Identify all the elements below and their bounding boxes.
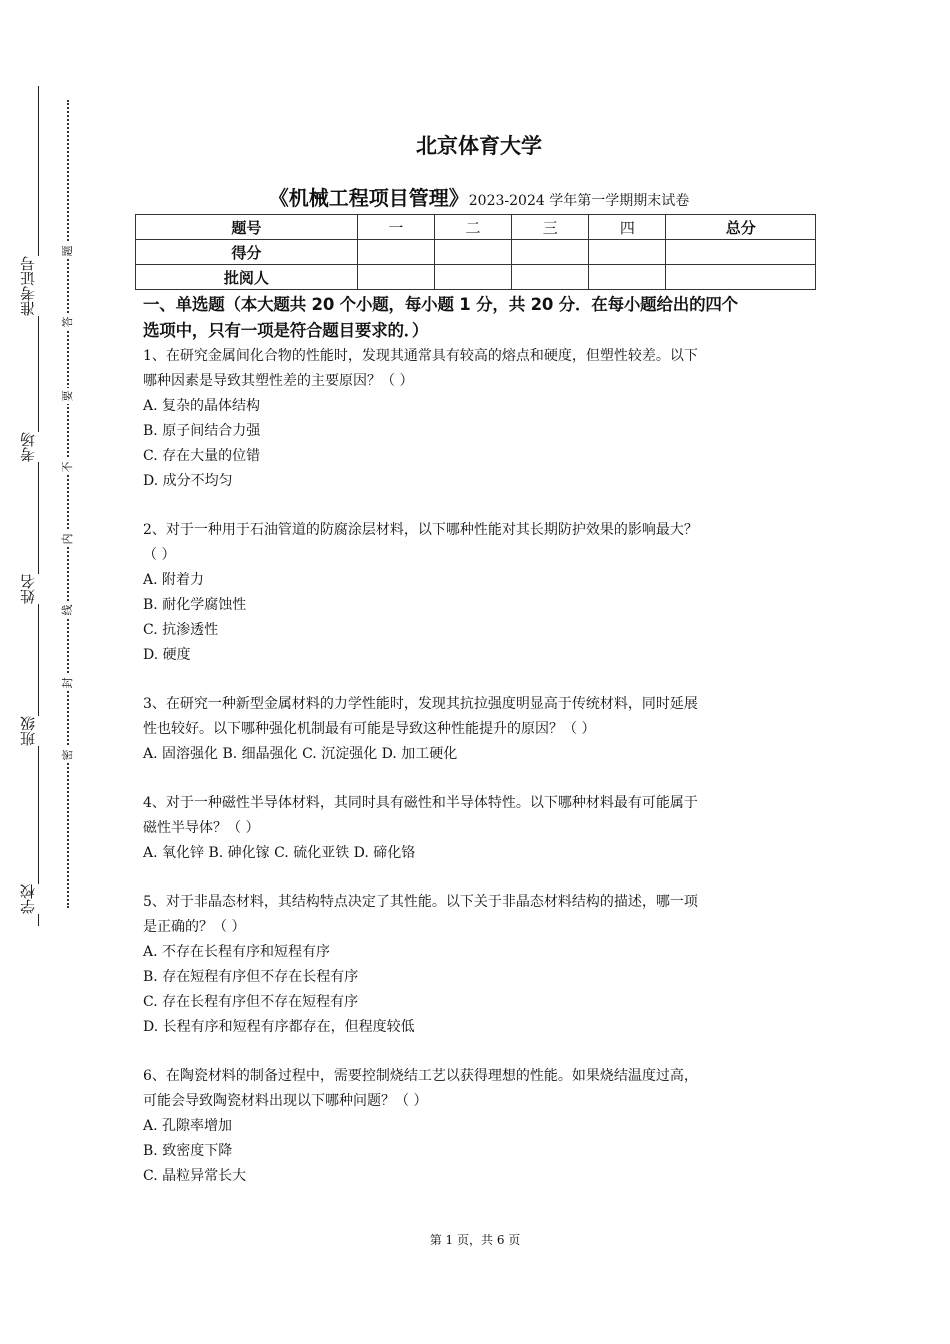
score-table-row <box>136 215 816 240</box>
field-label-exam-number: 准考证号 <box>20 256 44 316</box>
binding-warning-char: 不 <box>61 459 75 475</box>
score-cell <box>589 240 666 265</box>
question-stem: 3、在研究一种新型金属材料的力学性能时，发现其抗拉强度明显高于传统材料，同时延展 <box>143 696 698 712</box>
field-label-school: 学校 <box>20 884 44 914</box>
score-cell <box>434 240 511 265</box>
score-table-row <box>136 265 816 290</box>
score-cell <box>357 240 434 265</box>
question-option: A. 复杂的晶体结构 <box>143 398 261 414</box>
question-4 <box>143 791 815 866</box>
section-title-line: 一、单选题（本大题共 20 个小题，每小题 1 分，共 20 分．在每小题给出的四个 <box>143 295 738 314</box>
binding-warning-char: 封 <box>61 675 75 691</box>
binding-warning-char: 答 <box>61 314 75 330</box>
score-cell <box>357 265 434 290</box>
question-stem: 性也较好。以下哪种强化机制最有可能是导致这种性能提升的原因？（ ） <box>143 721 596 737</box>
question-6 <box>143 1064 815 1189</box>
score-cell: 二 <box>434 215 511 240</box>
binding-dotted-line <box>67 100 69 908</box>
question-option: A. 孔隙率增加 <box>143 1118 233 1134</box>
binding-warning-char: 内 <box>61 531 75 547</box>
question-option: A. 不存在长程有序和短程有序 <box>143 944 331 960</box>
question-option: C. 存在长程有序但不存在短程有序 <box>143 994 359 1010</box>
course-title: 《机械工程项目管理》 <box>268 186 469 210</box>
score-cell: 批阅人 <box>136 265 358 290</box>
question-option: D. 长程有序和短程有序都存在，但程度较低 <box>143 1019 415 1035</box>
question-option: C. 抗渗透性 <box>143 622 219 638</box>
score-cell: 三 <box>512 215 589 240</box>
binding-warning-char: 线 <box>61 602 75 618</box>
binding-warning-char: 密 <box>61 747 75 763</box>
score-cell <box>434 265 511 290</box>
question-stem: 4、对于一种磁性半导体材料，其同时具有磁性和半导体特性。以下哪种材料最有可能属于 <box>143 795 698 811</box>
question-stem: 磁性半导体？（ ） <box>143 820 260 836</box>
binding-warning-char: 要 <box>61 388 75 404</box>
question-option: B. 耐化学腐蚀性 <box>143 597 247 613</box>
section-title <box>143 292 815 344</box>
field-label-class: 班级 <box>20 716 44 746</box>
field-label-exam-room: 考场 <box>20 432 44 462</box>
question-option: B. 致密度下降 <box>143 1143 233 1159</box>
university-name: 北京体育大学 <box>416 134 542 158</box>
score-cell <box>666 265 816 290</box>
question-1 <box>143 344 815 494</box>
binding-solid-line <box>38 86 39 926</box>
question-stem: （ ） <box>143 547 176 563</box>
binding-warning-char: 题 <box>61 243 75 259</box>
question-option: A. 附着力 <box>143 572 205 588</box>
question-3 <box>143 692 815 767</box>
binding-margin <box>0 0 100 1344</box>
score-cell: 题号 <box>136 215 358 240</box>
question-stem: 6、在陶瓷材料的制备过程中，需要控制烧结工艺以获得理想的性能。如果烧结温度过高， <box>143 1068 698 1084</box>
score-cell: 总分 <box>666 215 816 240</box>
score-table-row <box>136 240 816 265</box>
score-cell: 一 <box>357 215 434 240</box>
question-option: D. 硬度 <box>143 647 191 663</box>
question-5 <box>143 890 815 1040</box>
field-label-name: 姓名 <box>20 574 44 604</box>
question-option: D. 成分不均匀 <box>143 473 233 489</box>
score-cell <box>512 240 589 265</box>
question-stem: 1、在研究金属间化合物的性能时，发现其通常具有较高的熔点和硬度，但塑性较差。以下 <box>143 348 698 364</box>
exam-paper <box>143 120 815 1189</box>
question-2 <box>143 518 815 668</box>
question-stem: 是正确的？（ ） <box>143 919 246 935</box>
section-title-line: 选项中，只有一项是符合题目要求的．） <box>143 321 429 340</box>
score-cell: 得分 <box>136 240 358 265</box>
question-option: C. 晶粒异常长大 <box>143 1168 247 1184</box>
score-cell <box>666 240 816 265</box>
question-option: C. 存在大量的位错 <box>143 448 261 464</box>
question-stem: 哪种因素是导致其塑性差的主要原因？（ ） <box>143 373 414 389</box>
question-stem: 可能会导致陶瓷材料出现以下哪种问题？（ ） <box>143 1093 428 1109</box>
question-option: B. 存在短程有序但不存在长程有序 <box>143 969 359 985</box>
page-number: 第 1 页，共 6 页 <box>429 1233 521 1247</box>
score-cell <box>512 265 589 290</box>
exam-title <box>143 182 815 214</box>
question-stem: 5、对于非晶态材料，其结构特点决定了其性能。以下关于非晶态材料结构的描述，哪一项 <box>143 894 698 910</box>
question-option: B. 原子间结合力强 <box>143 423 261 439</box>
score-cell: 四 <box>589 215 666 240</box>
score-cell <box>589 265 666 290</box>
question-option: A. 氧化锌 B. 砷化镓 C. 硫化亚铁 D. 碲化铬 <box>143 845 416 861</box>
question-stem: 2、对于一种用于石油管道的防腐涂层材料，以下哪种性能对其长期防护效果的影响最大？ <box>143 522 698 538</box>
score-table <box>135 214 816 290</box>
exam-term: 2023-2024 学年第一学期期末试卷 <box>468 193 690 209</box>
question-option: A. 固溶强化 B. 细晶强化 C. 沉淀强化 D. 加工硬化 <box>143 746 458 762</box>
